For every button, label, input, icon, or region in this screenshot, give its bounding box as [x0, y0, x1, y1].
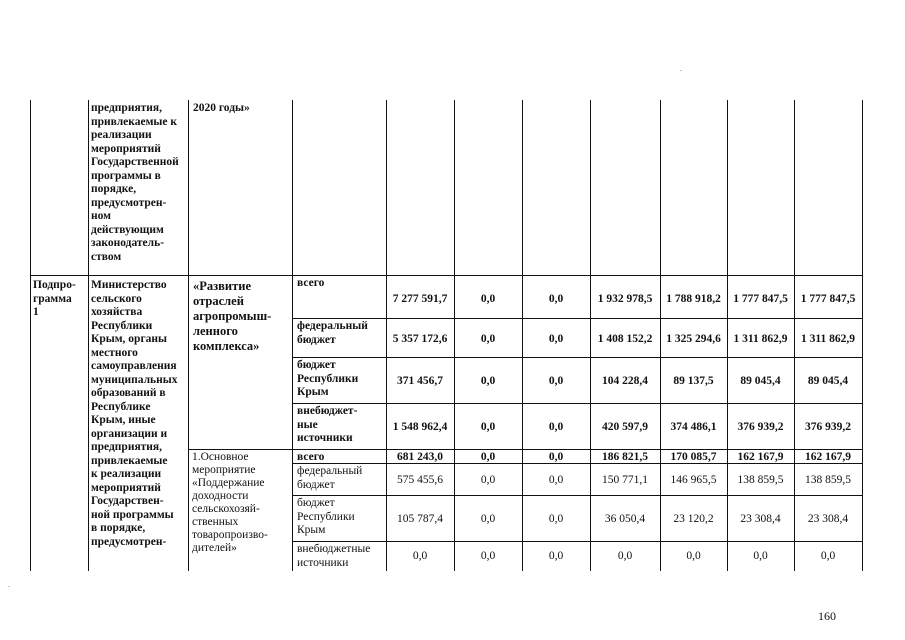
scan-speck: .: [8, 580, 10, 589]
funding-value-cell: 1 932 978,5: [597, 293, 653, 305]
funding-source-label: федеральный бюджет: [297, 465, 363, 491]
subprogram-title: «Развитие отраслей агропромыш- ленного комплекса»: [193, 279, 272, 353]
executor-continuation-text: предприятия, привлекаемые к реализации мероприятий Государственной программы в порядке, предусмотрен- ном действующим законодатель- ством: [91, 102, 179, 263]
funding-value-cell: 1 777 847,5: [800, 293, 856, 305]
funding-value-cell: 0,0: [480, 550, 496, 562]
funding-value-cell: 376 939,2: [737, 421, 784, 433]
funding-value-cell: 138 859,5: [805, 474, 851, 486]
funding-value-cell: 23 120,2: [673, 513, 714, 525]
funding-value-cell: 1 311 862,9: [733, 333, 788, 345]
funding-value-cell: 36 050,4: [604, 513, 646, 525]
funding-value-cell: 162 167,9: [805, 451, 851, 463]
grid-line: [292, 541, 863, 542]
funding-value-cell: 89 137,5: [673, 375, 714, 387]
funding-value-cell: 89 045,4: [807, 375, 849, 387]
funding-value-cell: 0,0: [480, 421, 496, 433]
funding-value-cell: 89 045,4: [740, 375, 781, 387]
funding-value-cell: 0,0: [548, 333, 564, 345]
funding-source-label: всего: [297, 451, 325, 463]
funding-value-cell: 575 455,6: [397, 474, 443, 486]
funding-value-cell: 0,0: [548, 451, 564, 463]
funding-value-cell: 0,0: [617, 550, 633, 562]
grid-line: [292, 100, 293, 571]
funding-source-label: федеральный бюджет: [297, 320, 368, 346]
funding-value-cell: 0,0: [548, 375, 564, 387]
funding-value-cell: 376 939,2: [805, 421, 851, 433]
funding-value-cell: 0,0: [548, 550, 564, 562]
funding-value-cell: 0,0: [753, 550, 768, 562]
funding-value-cell: 7 277 591,7: [392, 293, 448, 305]
funding-value-cell: 420 597,9: [602, 421, 648, 433]
funding-value-cell: 150 771,1: [602, 474, 648, 486]
funding-value-cell: 0,0: [480, 293, 496, 305]
funding-value-cell: 1 325 294,6: [666, 333, 721, 345]
funding-value-cell: 0,0: [820, 550, 836, 562]
funding-value-cell: 162 167,9: [737, 451, 784, 463]
funding-source-label: всего: [297, 277, 325, 289]
funding-value-cell: 0,0: [480, 333, 496, 345]
grid-line: [30, 100, 31, 571]
funding-value-cell: 146 965,5: [670, 474, 717, 486]
funding-value-cell: 0,0: [548, 293, 564, 305]
grid-line: [292, 357, 863, 358]
page-number: 160: [818, 609, 836, 623]
grid-line: [292, 495, 863, 496]
funding-value-cell: 0,0: [686, 550, 701, 562]
funding-value-cell: 371 456,7: [397, 375, 443, 387]
subprogram-executor: Министерство сельского хозяйства Республики Крым, органы местного самоуправления муниципальных образований в Республике Крым, иные организации и предприятия, привлекаемые к реализации мероприятий Государствен- ной программы в порядке, предусмотрен-: [91, 279, 178, 548]
funding-value-cell: 1 788 918,2: [666, 293, 721, 305]
period-continuation-text: 2020 годы»: [193, 102, 250, 114]
funding-value-cell: 23 308,4: [740, 513, 781, 525]
grid-line: [88, 100, 89, 571]
funding-value-cell: 0,0: [480, 451, 496, 463]
grid-line: [292, 403, 863, 404]
funding-source-label: внебюджет- ные источники: [297, 405, 358, 444]
funding-value-cell: 0,0: [480, 474, 496, 486]
funding-value-cell: 0,0: [480, 375, 496, 387]
funding-source-label: бюджет Республики Крым: [297, 359, 359, 398]
activity-title: 1.Основное мероприятие «Поддержание доходности сельскохозяй- ственных товаропроизво- дителей»: [192, 451, 268, 554]
funding-value-cell: 1 548 962,4: [392, 421, 448, 433]
funding-value-cell: 23 308,4: [807, 513, 849, 525]
funding-value-cell: 374 486,1: [670, 421, 717, 433]
funding-value-cell: 0,0: [480, 513, 496, 525]
funding-value-cell: 5 357 172,6: [392, 333, 448, 345]
funding-value-cell: 1 777 847,5: [733, 293, 788, 305]
grid-line: [188, 100, 189, 571]
funding-value-cell: 104 228,4: [602, 375, 648, 387]
funding-source-label: бюджет Республики Крым: [297, 497, 355, 536]
grid-line: [292, 318, 863, 319]
funding-value-cell: 0,0: [548, 474, 564, 486]
funding-value-cell: 0,0: [548, 513, 564, 525]
grid-line: [30, 275, 863, 276]
funding-value-cell: 138 859,5: [737, 474, 784, 486]
scan-speck: .: [680, 64, 682, 73]
funding-value-cell: 170 085,7: [670, 451, 717, 463]
funding-value-cell: 1 311 862,9: [801, 333, 855, 345]
funding-value-cell: 105 787,4: [397, 513, 443, 525]
funding-value-cell: 0,0: [412, 550, 428, 562]
funding-value-cell: 681 243,0: [397, 451, 443, 463]
funding-value-cell: 1 408 152,2: [597, 333, 653, 345]
subprogram-label: Подпро- грамма 1: [33, 279, 76, 318]
funding-value-cell: 0,0: [548, 421, 564, 433]
funding-value-cell: 186 821,5: [602, 451, 648, 463]
grid-line: [862, 100, 863, 571]
funding-source-label: внебюджетные источники: [297, 543, 371, 569]
